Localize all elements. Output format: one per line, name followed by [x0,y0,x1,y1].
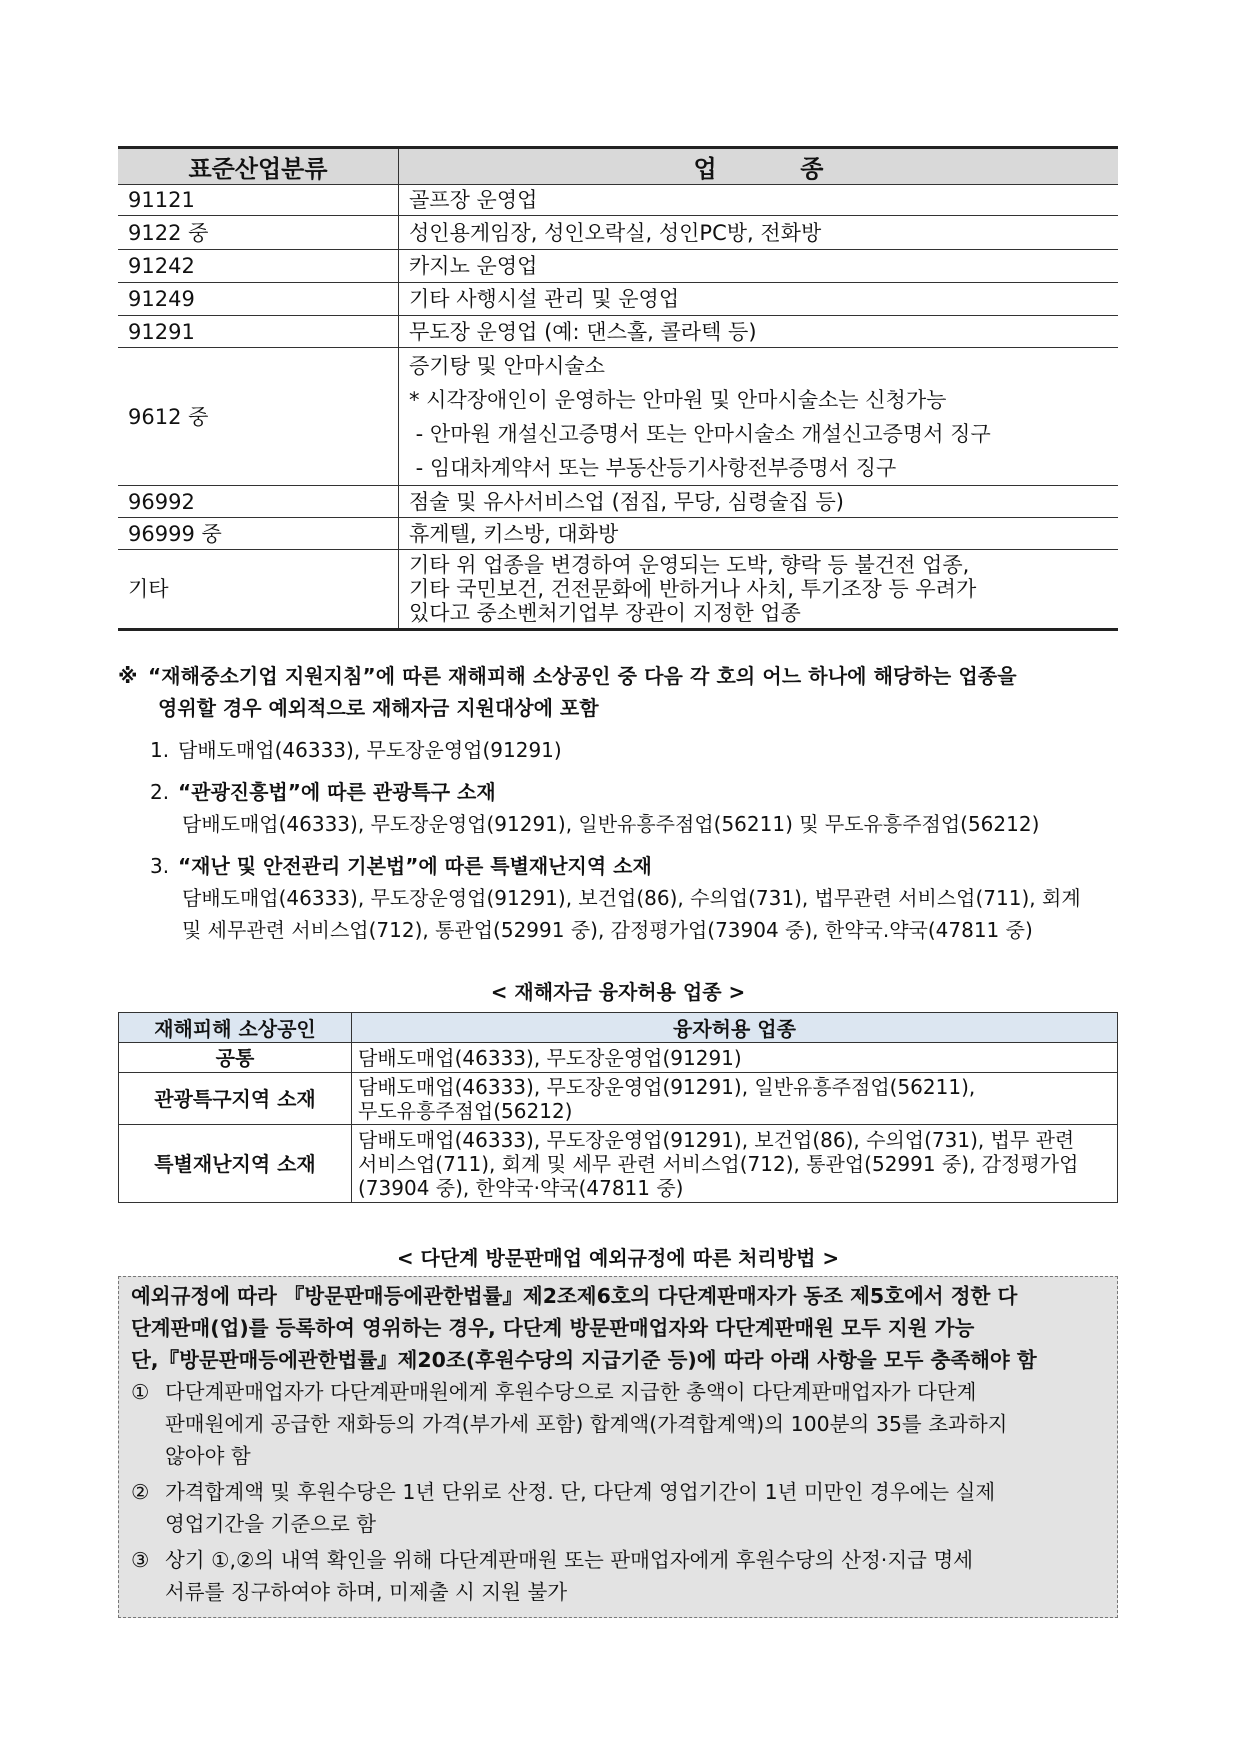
industry-desc: 성인용게임장, 성인오락실, 성인PC방, 전화방 [399,216,1119,250]
table-row [119,1073,1118,1125]
industry-code: 96999 중 [118,518,399,550]
item-number: ② [131,1480,150,1504]
desc-line: 있다고 중소벤처기업부 장관이 지정한 업종 [409,601,801,625]
industry-desc: 무도장 운영업 (예: 댄스홀, 콜라텍 등) [399,316,1119,348]
allowed-cell [352,1073,1118,1125]
industry-code: 96992 [118,486,399,518]
note-item-number: 2. [150,780,170,804]
region-cell: 공통 [119,1043,352,1073]
note-line: “재해중소기업 지원지침”에 따른 재해피해 소상공인 중 다음 각 호의 어느 하나에 해당하는 업종을 [148,664,1017,688]
item-line: 상기 ①,②의 내역 확인을 위해 다단계판매원 또는 판매업자에게 후원수당의 산정·지급 명세 [165,1548,974,1572]
note-line: 영위할 경우 예외적으로 재해자금 지원대상에 포함 [158,696,599,720]
table-row [118,283,1118,316]
item-number: ① [131,1380,150,1404]
table-header-row [119,1013,1118,1043]
note-item-body: 담배도매업(46333), 무도장운영업(91291), 일반유흥주점업(56211) 및 무도유흥주점업(56212) [182,812,1040,836]
industry-desc: 점술 및 유사서비스업 (점집, 무당, 심령술집 등) [399,486,1119,518]
industry-desc: 카지노 운영업 [399,250,1119,283]
table-row [118,316,1118,348]
box-bold-line: 단,『방문판매등에관한법률』제20조(후원수당의 지급기준 등)에 따라 아래 사항을 모두 충족해야 함 [131,1348,1037,1372]
header-industry: 업 종 [399,148,1119,185]
table-row [118,550,1118,630]
box-caption: < 다단계 방문판매업 예외규정에 따른 처리방법 > [396,1246,840,1270]
box-bold-line: 단계판매(업)를 등록하여 영위하는 경우, 다단계 방문판매업자와 다단계판매원 모두 지원 가능 [131,1316,975,1340]
desc-line: - 임대차계약서 또는 부동산등기사항전부증명서 징구 [409,455,897,480]
industry-desc: 휴게텔, 키스방, 대화방 [399,518,1119,550]
loan-allowed-table [118,1012,1118,1203]
industry-desc [399,550,1119,630]
note-item-body: 담배도매업(46333), 무도장운영업(91291), 보건업(86), 수의업(731), 법무관련 서비스업(711), 회계 [182,886,1081,910]
note-item-number: 3. [150,854,170,878]
note-item-body: 및 세무관련 서비스업(712), 통관업(52991 중), 감정평가업(73904 중), 한약국.약국(47811 중) [182,918,1033,942]
note-mark: ※ [118,664,138,688]
industry-code: 91249 [118,283,399,316]
header-classification: 표준산업분류 [118,148,399,185]
region-cell: 관광특구지역 소재 [119,1073,352,1125]
item-line: 영업기간을 기준으로 함 [165,1512,377,1536]
table-header-row [118,148,1118,185]
box-bold-line: 예외규정에 따라 『방문판매등에관한법률』제2조제6호의 다단계판매자가 동조 제5호에서 정한 다 [131,1284,1018,1308]
note-item-title: “재난 및 안전관리 기본법”에 따른 특별재난지역 소재 [178,854,652,878]
desc-line: 증기탕 및 안마시술소 [409,353,605,378]
table-row [119,1043,1118,1073]
industry-code: 91121 [118,185,399,216]
item-line: 판매원에게 공급한 재화등의 가격(부가세 포함) 합계액(가격합계액)의 100분의 35를 초과하지 [165,1412,1008,1436]
table-row [118,486,1118,518]
region-cell: 특별재난지역 소재 [119,1125,352,1203]
table-row [118,518,1118,550]
table2-caption: < 재해자금 융자허용 업종 > [490,980,746,1004]
allowed-line: (73904 중), 한약국·약국(47811 중) [358,1175,684,1200]
restricted-industries-table [118,146,1118,631]
table-row [119,1125,1118,1203]
item-number: ③ [131,1548,150,1572]
allowed-line: 무도유흥주점업(56212) [358,1098,573,1123]
industry-code: 9122 중 [118,216,399,250]
table-row [118,348,1118,486]
industry-code: 91291 [118,316,399,348]
industry-desc [399,348,1119,486]
note-item-number: 1. [150,738,170,762]
note-item-title: 담배도매업(46333), 무도장운영업(91291) [178,738,562,762]
desc-line: 기타 국민보건, 건전문화에 반하거나 사치, 투기조장 등 우려가 [409,577,977,601]
allowed-line: 담배도매업(46333), 무도장운영업(91291), 일반유흥주점업(56211), [358,1074,976,1099]
item-line: 않아야 함 [165,1444,251,1468]
desc-line: - 안마원 개설신고증명서 또는 안마시술소 개설신고증명서 징구 [409,421,991,446]
industry-code: 기타 [118,550,399,630]
header-region: 재해피해 소상공인 [119,1013,352,1043]
allowed-line: 담배도매업(46333), 무도장운영업(91291), 보건업(86), 수의업(731), 법무 관련 [358,1127,1075,1152]
note-item-title: “관광진흥법”에 따른 관광특구 소재 [178,780,496,804]
allowed-line: 서비스업(711), 회계 및 세무 관련 서비스업(712), 통관업(52991 중), 감정평가업 [358,1151,1079,1176]
industry-desc: 기타 사행시설 관리 및 운영업 [399,283,1119,316]
item-line: 서류를 징구하여야 하며, 미제출 시 지원 불가 [165,1580,568,1604]
table-row [118,185,1118,216]
industry-desc: 골프장 운영업 [399,185,1119,216]
industry-code: 91242 [118,250,399,283]
header-allowed: 융자허용 업종 [352,1013,1118,1043]
table-row [118,216,1118,250]
table-row [118,250,1118,283]
desc-line: 기타 위 업종을 변경하여 운영되는 도박, 향락 등 불건전 업종, [409,553,970,577]
exception-procedure-box [118,1276,1118,1618]
desc-line: * 시각장애인이 운영하는 안마원 및 안마시술소는 신청가능 [409,387,947,412]
allowed-cell: 담배도매업(46333), 무도장운영업(91291) [352,1043,1118,1073]
item-line: 다단계판매업자가 다단계판매원에게 후원수당으로 지급한 총액이 다단계판매업자가 다단계 [165,1380,977,1404]
item-line: 가격합계액 및 후원수당은 1년 단위로 산정. 단, 다단계 영업기간이 1년 미만인 경우에는 실제 [165,1480,996,1504]
industry-code: 9612 중 [118,348,399,486]
allowed-cell [352,1125,1118,1203]
